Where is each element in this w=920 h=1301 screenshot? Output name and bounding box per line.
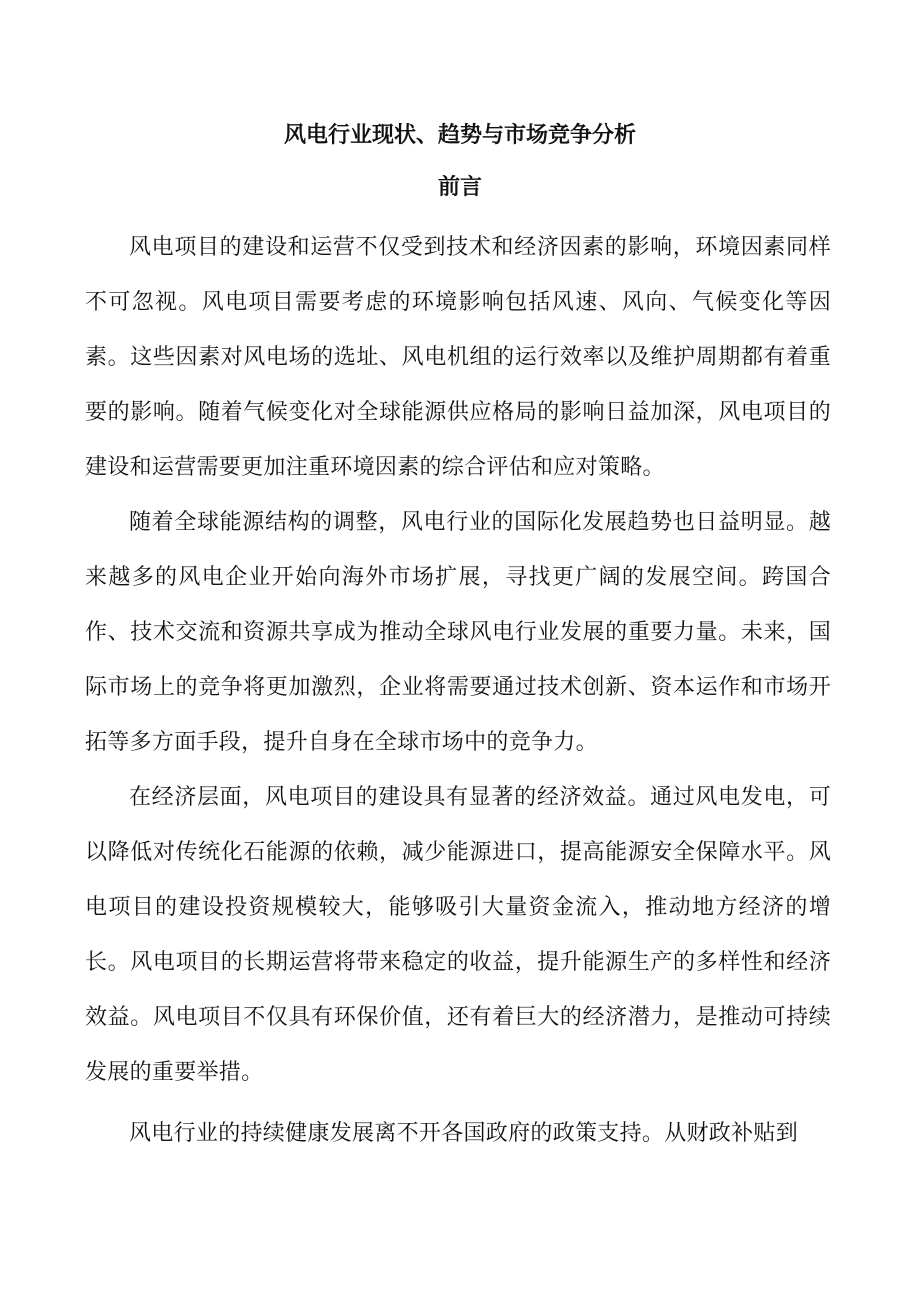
paragraph-internationalization: 随着全球能源结构的调整，风电行业的国际化发展趋势也日益明显。越来越多的风电企业开始向海外市场扩展，寻找更广阔的发展空间。跨国合作、技术交流和资源共享成为推动全球风电行业发展的重要力量。未来，国际市场上的竞争将更加激烈，企业将需要通过技术创新、资本运作和市场开拓等多方面手段，提升自身在全球市场中的竞争力。 xyxy=(85,510,831,755)
paragraph-policy: 风电行业的持续健康发展离不开各国政府的政策支持。从财政补贴到 xyxy=(129,1121,799,1146)
paragraph-economics: 在经济层面，风电项目的建设具有显著的经济效益。通过风电发电，可以降低对传统化石能源的依赖，减少能源进口，提高能源安全保障水平。风电项目的建设投资规模较大，能够吸引大量资金流入，推动地方经济的增长。风电项目的长期运营将带来稳定的收益，提升能源生产的多样性和经济效益。风电项目不仅具有环保价值，还有着巨大的经济潜力，是推动可持续发展的重要举措。 xyxy=(85,785,831,1085)
section-heading: 前言 xyxy=(437,174,482,200)
document-title: 风电行业现状、趋势与市场竞争分析 xyxy=(283,122,636,148)
paragraph-environment: 风电项目的建设和运营不仅受到技术和经济因素的影响，环境因素同样不可忽视。风电项目需要考虑的环境影响包括风速、风向、气候变化等因素。这些因素对风电场的选址、风电机组的运行效率以及维护周期都有着重要的影响。随着气候变化对全球能源供应格局的影响日益加深，风电项目的建设和运营需要更加注重环境因素的综合评估和应对策略。 xyxy=(85,235,831,480)
